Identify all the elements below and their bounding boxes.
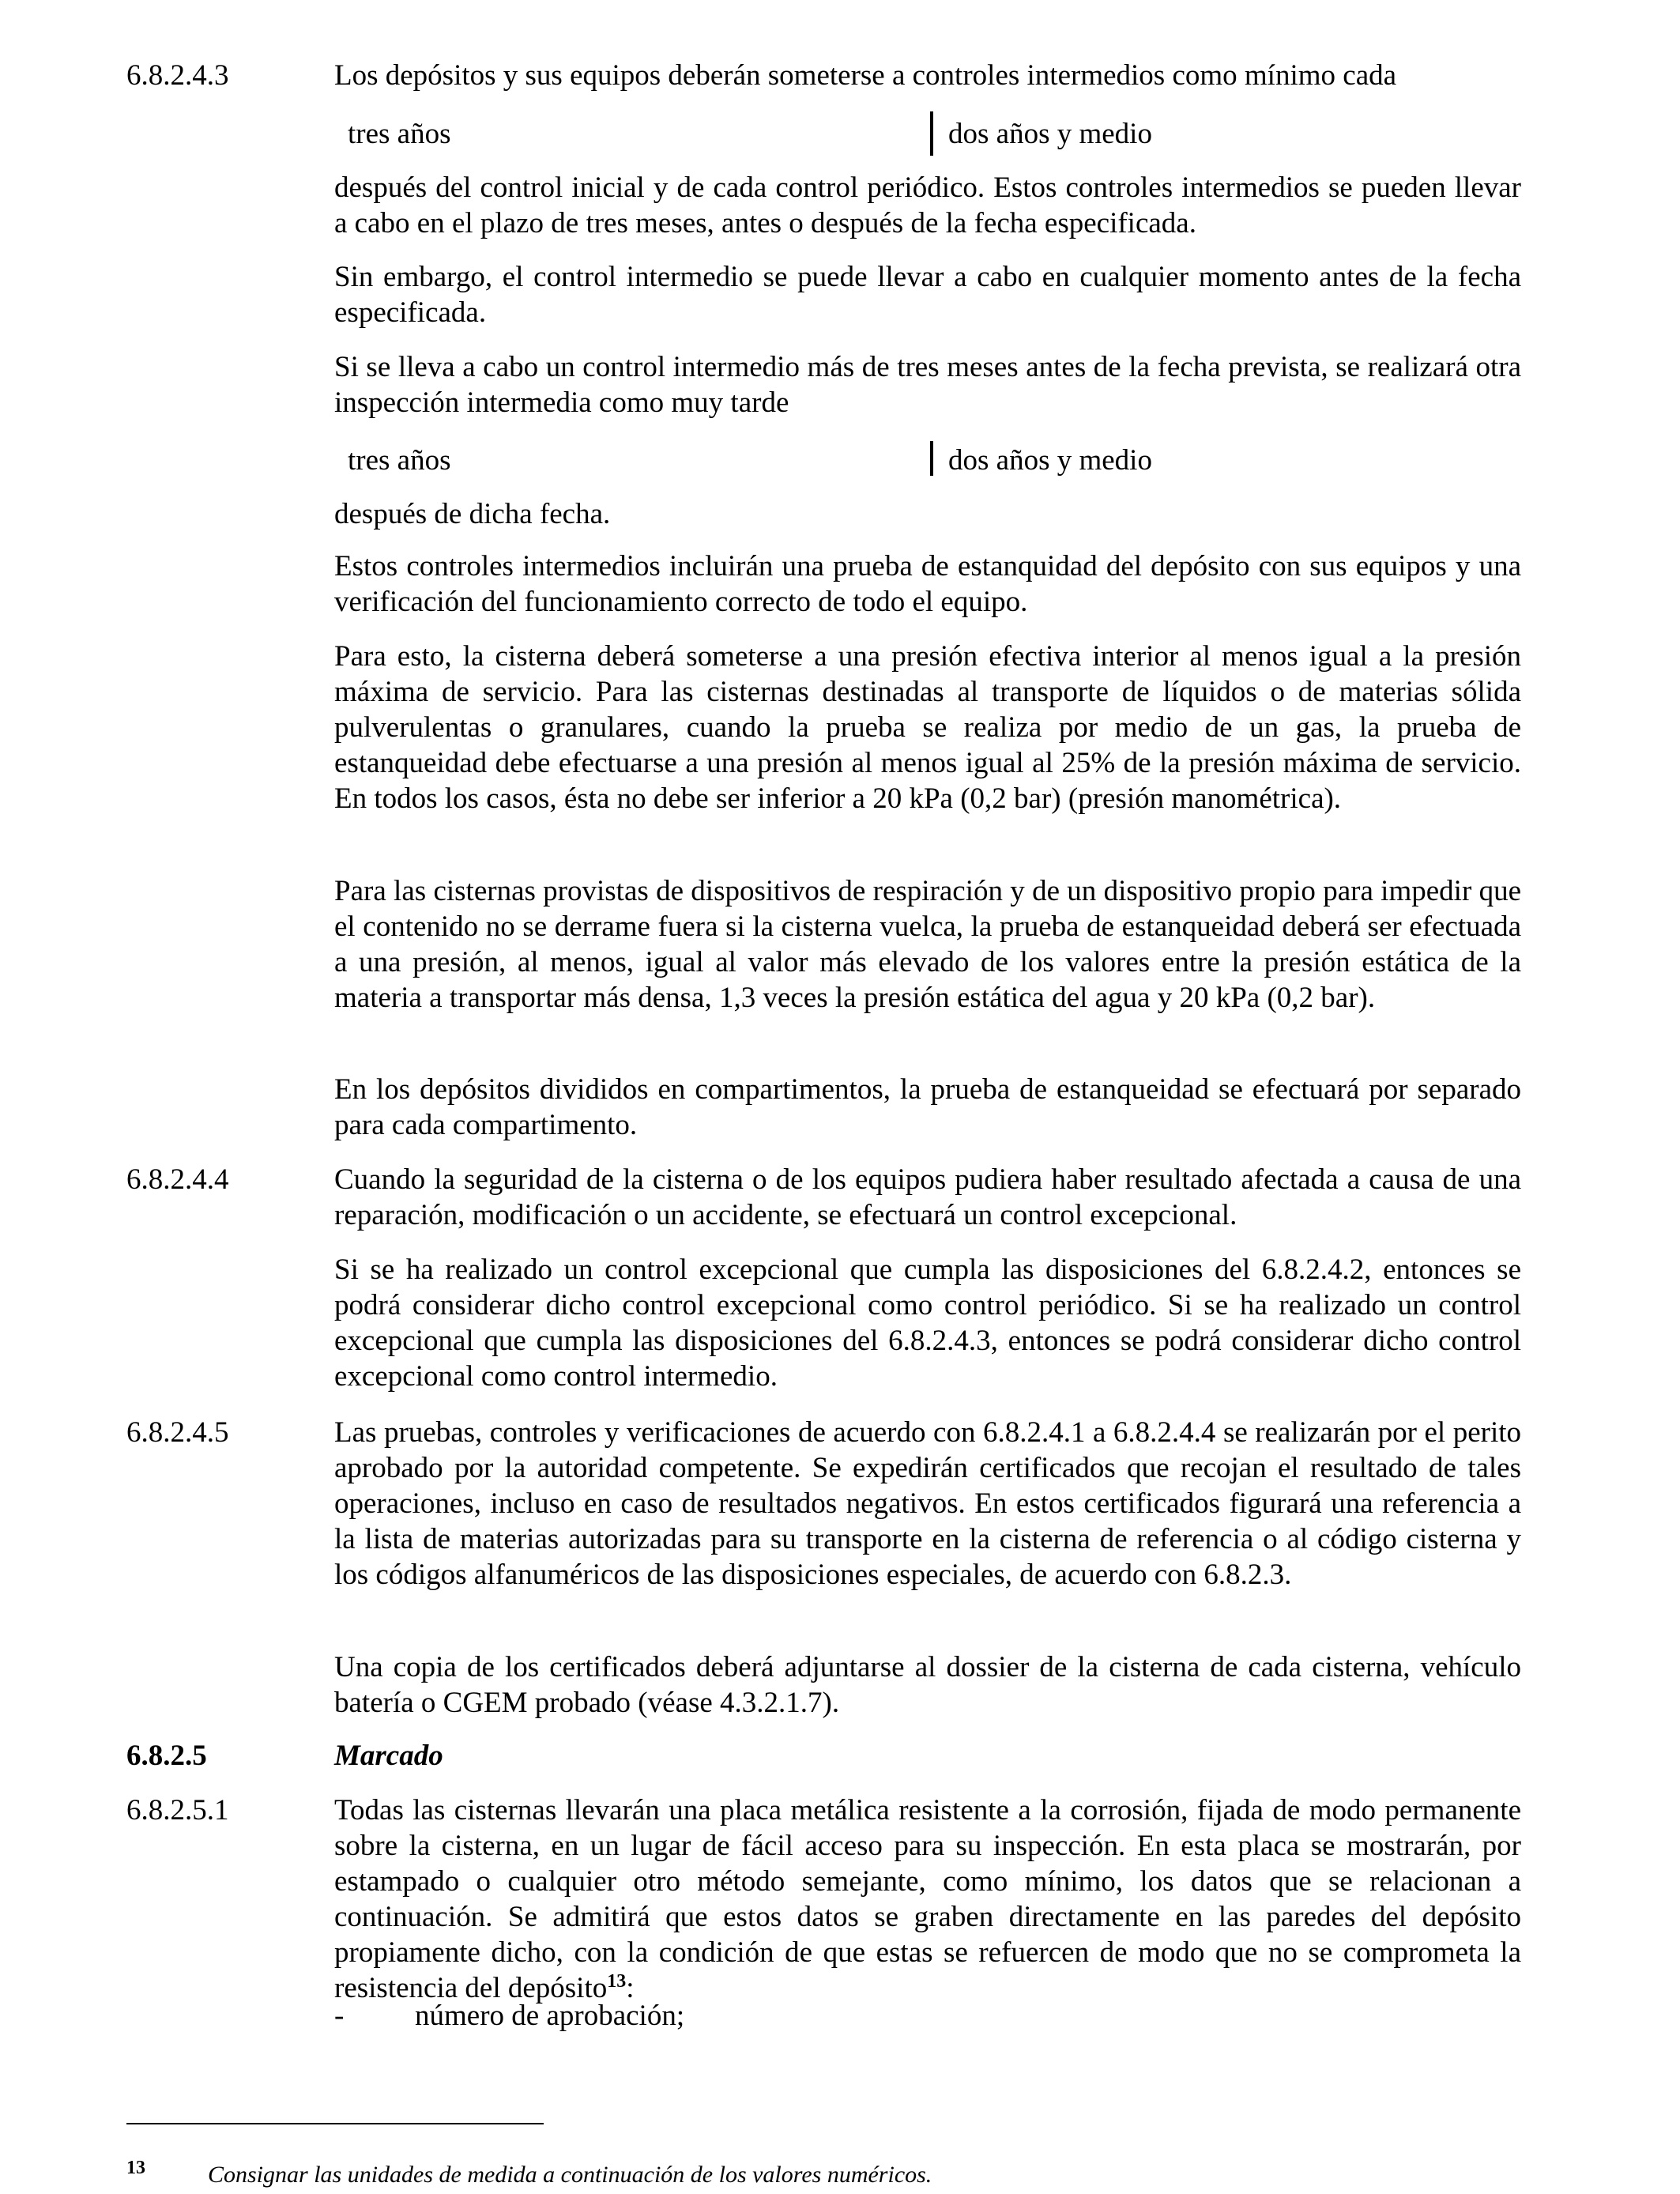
footnote-number: 13 (126, 2158, 145, 2178)
paragraph: Cuando la seguridad de la cisterna o de los equipos pudiera haber resultado afectada a causa de una reparación, modificación o un accidente, se efectuará un control excepcional. (334, 1163, 1521, 1231)
paragraph: después de dicha fecha. (334, 498, 611, 530)
section-number-6-8-2-4-3: 6.8.2.4.3 (126, 59, 229, 92)
footnote-reference[interactable]: 13 (607, 1971, 627, 1992)
paragraph: después del control inicial y de cada control periódico. Estos controles intermedios se pueden llevar a cabo en el plazo de tres meses, antes o después de la fecha especificada. (334, 172, 1521, 239)
variant-left-text: tres años (348, 444, 451, 477)
paragraph: Para las cisternas provistas de dispositivos de respiración y de un dispositivo propio para impedir que el contenido no se derrame fuera si la cisterna vuelca, la prueba de estanqueidad deberá ser efectuada a una presión, al menos, igual al valor más elevado de los valores entre la presión estática de la materia a transportar más densa, 1,3 veces la presión estática del agua y 20 kPa (0,2 bar). (334, 875, 1521, 1014)
list-item: número de aprobación; (415, 2000, 685, 2032)
section-heading: Marcado (334, 1740, 443, 1772)
paragraph: Los depósitos y sus equipos deberán someterse a controles intermedios como mínimo cada (334, 59, 1397, 92)
variant-right-text: dos años y medio (948, 444, 1152, 477)
section-number-6-8-2-4-4: 6.8.2.4.4 (126, 1163, 229, 1196)
paragraph: Si se lleva a cabo un control intermedio más de tres meses antes de la fecha prevista, se realizará otra inspección intermedia como muy tarde (334, 351, 1521, 419)
paragraph: En los depósitos divididos en compartimentos, la prueba de estanqueidad se efectuará por separado para cada compartimento. (334, 1073, 1521, 1141)
section-number-6-8-2-5-1: 6.8.2.5.1 (126, 1794, 229, 1826)
paragraph: Estos controles intermedios incluirán una prueba de estanquidad del depósito con sus equipos y una verificación del funcionamiento correcto de todo el equipo. (334, 550, 1521, 618)
section-number-6-8-2-4-5: 6.8.2.4.5 (126, 1416, 229, 1449)
paragraph: Una copia de los certificados deberá adjuntarse al dossier de la cisterna de cada cisterna, vehículo batería o CGEM probado (véase 4.3.2.1.7). (334, 1651, 1521, 1719)
paragraph: Para esto, la cisterna deberá someterse a una presión efectiva interior al menos igual a la presión máxima de servicio. Para las cisternas destinadas al transporte de líquidos o de materias sólida pulverulentas o granulares, cuando la prueba se realiza por medio de un gas, la prueba de estanqueidad debe efectuarse a una presión al menos igual al 25% de la presión máxima de servicio. En todos los casos, ésta no debe ser inferior a 20 kPa (0,2 bar) (presión manométrica). (334, 640, 1521, 815)
paragraph: Las pruebas, controles y verificaciones de acuerdo con 6.8.2.4.1 a 6.8.2.4.4 se realizarán por el perito aprobado por la autoridad competente. Se expedirán certificados que recojan el resultado de tales operaciones, incluso en caso de resultados negativos. En estos certificados figurará una referencia a la lista de materias autorizadas para su transporte en la cisterna de referencia o al código cisterna y los códigos alfanuméricos de las disposiciones especiales, de acuerdo con 6.8.2.3. (334, 1416, 1521, 1591)
variant-right-text: dos años y medio (948, 118, 1152, 150)
footnote-text: Consignar las unidades de medida a continuación de los valores numéricos. (208, 2162, 932, 2188)
footnote-separator (126, 2123, 544, 2124)
paragraph-end: : (626, 1972, 635, 2004)
paragraph (334, 1793, 1521, 2006)
paragraph: Sin embargo, el control intermedio se puede llevar a cabo en cualquier momento antes de la fecha especificada. (334, 261, 1521, 329)
list-bullet: - (334, 2000, 345, 2032)
section-number-6-8-2-5: 6.8.2.5 (126, 1740, 207, 1772)
paragraph-text: Todas las cisternas llevarán una placa metálica resistente a la corrosión, fijada de modo permanente sobre la cisterna, en un lugar de fácil acceso para su inspección. En esta placa se mostrarán, por estampado o cualquier otro método semejante, como mínimo, los datos que se relacionan a continuación. Se admitirá que estos datos se graben directamente en las paredes del depósito propiamente dicho, con la condición de que estas se refuercen de modo que no se comprometa la resistencia del depósito (334, 1794, 1521, 2004)
paragraph: Si se ha realizado un control excepcional que cumpla las disposiciones del 6.8.2.4.2, entonces se podrá considerar dicho control excepcional como control periódico. Si se ha realizado un control excepcional que cumpla las disposiciones del 6.8.2.4.3, entonces se podrá considerar dicho control excepcional como control intermedio. (334, 1253, 1521, 1393)
variant-left-text: tres años (348, 118, 451, 150)
